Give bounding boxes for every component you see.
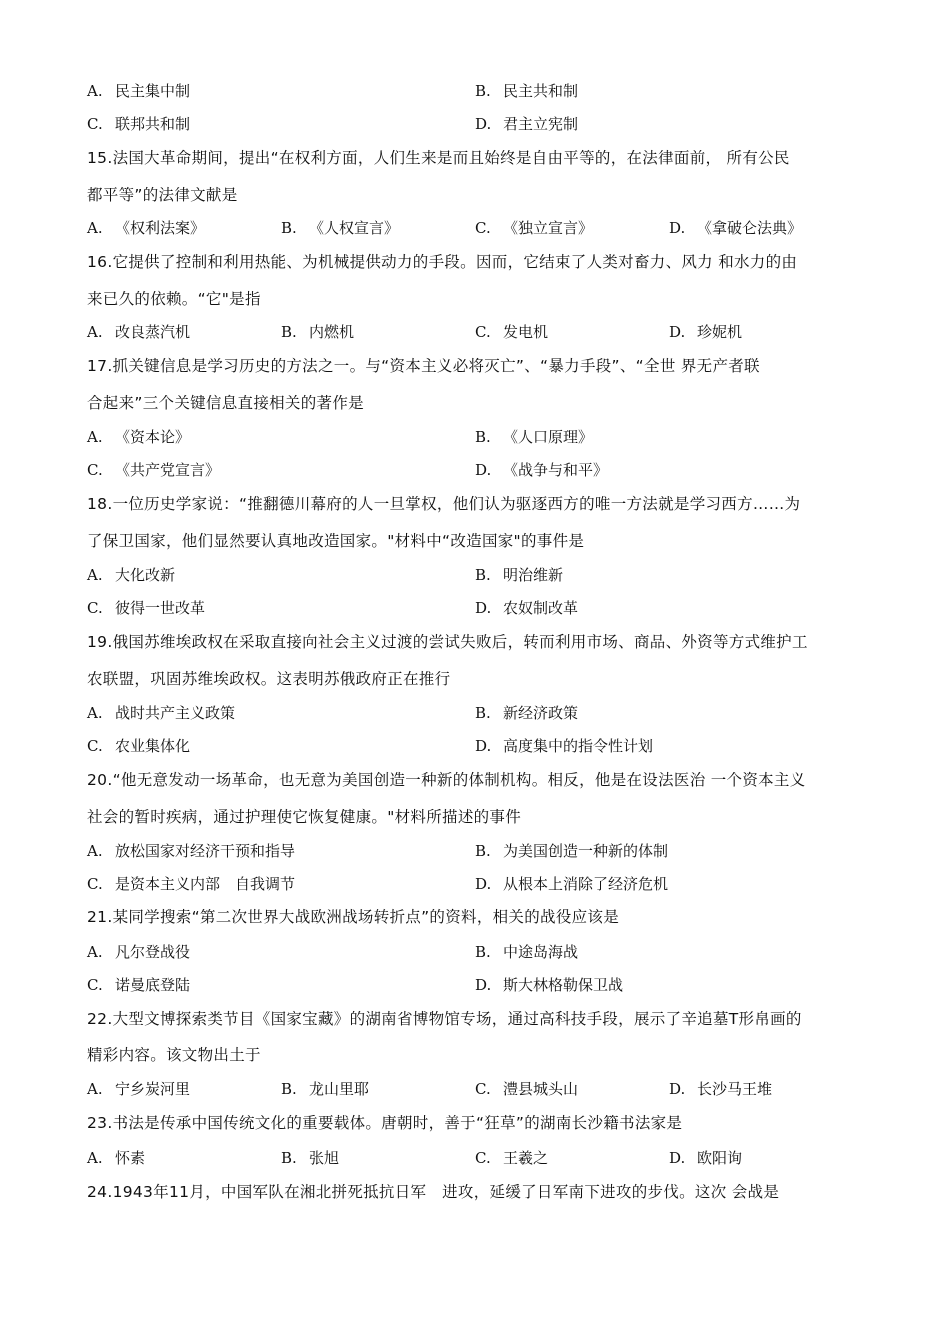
option-text: 发电机: [503, 323, 549, 341]
option-a: [87, 841, 295, 861]
option-d: [475, 460, 608, 480]
option-letter: A.: [87, 1080, 103, 1098]
option-text: 王羲之: [503, 1149, 549, 1167]
option-letter: A.: [87, 219, 103, 237]
option-b: [281, 1079, 369, 1099]
option-letter: D.: [475, 115, 492, 133]
option-text: 诺曼底登陆: [115, 976, 191, 994]
option-text: 放松国家对经济干预和指导: [115, 842, 296, 860]
question-text: 一位历史学家说：“推翻德川幕府的人一旦掌权，他们认为驱逐西方的唯一方法就是学习西方……为: [112, 495, 801, 513]
option-text: 新经济政策: [503, 704, 579, 722]
option-b: [475, 565, 563, 585]
question-23-line1: [87, 1113, 682, 1133]
option-letter: D.: [475, 875, 492, 893]
option-text: 宁乡炭河里: [115, 1080, 191, 1098]
question-18-line1: [87, 494, 800, 514]
option-d: [669, 1148, 742, 1168]
question-21-line1: [87, 907, 619, 927]
option-text: 民主共和制: [503, 82, 579, 100]
option-d: [475, 114, 578, 134]
option-d: [669, 322, 742, 342]
question-text: 大型文博探索类节目《国家宝藏》的湖南省博物馆专场，通过高科技手段，展示了辛追墓T形帛画的: [112, 1010, 802, 1028]
option-letter: B.: [475, 82, 491, 100]
option-b: [475, 942, 578, 962]
option-text: 战时共产主义政策: [115, 704, 236, 722]
option-d: [475, 975, 623, 995]
option-letter: A.: [87, 842, 103, 860]
question-22-line2: 精彩内容。该文物出土于: [87, 1046, 261, 1064]
question-text: “他无意发动一场革命，也无意为美国创造一种新的体制机构。相反，他是在设法医治 一个资本主义: [112, 771, 806, 789]
option-letter: D.: [475, 737, 492, 755]
option-text: 《权利法案》: [115, 219, 206, 237]
option-letter: A.: [87, 1149, 103, 1167]
option-letter: C.: [475, 1080, 491, 1098]
option-a: [87, 565, 175, 585]
option-d: [475, 736, 653, 756]
option-letter: C.: [87, 875, 103, 893]
option-letter: A.: [87, 82, 103, 100]
option-text: 《共产党宣言》: [115, 461, 221, 479]
question-text: 书法是传承中国传统文化的重要载体。唐朝时，善于“狂草”的湖南长沙籍书法家是: [112, 1114, 683, 1132]
option-text: 欧阳询: [697, 1149, 743, 1167]
option-text: 明治维新: [503, 566, 564, 584]
option-text: 龙山里耶: [309, 1080, 370, 1098]
option-letter: B.: [475, 842, 491, 860]
option-text: 为美国创造一种新的体制: [503, 842, 669, 860]
option-text: 《战争与和平》: [503, 461, 609, 479]
question-text: 某同学搜索“第二次世界大战欧洲战场转折点”的资料，相关的战役应该是: [112, 908, 620, 926]
question-17-line2: 合起来”三个关键信息直接相关的著作是: [87, 394, 364, 412]
question-20-line1: [87, 770, 806, 790]
option-text: 《人权宣言》: [309, 219, 400, 237]
question-19-line1: [87, 632, 808, 652]
option-text: 珍妮机: [697, 323, 743, 341]
option-text: 农奴制改革: [503, 599, 579, 617]
option-text: 张旭: [309, 1149, 340, 1167]
option-text: 高度集中的指令性计划: [503, 737, 654, 755]
option-letter: C.: [87, 115, 103, 133]
option-letter: C.: [475, 323, 491, 341]
question-number: 23.: [87, 1114, 113, 1132]
option-c: [475, 1079, 578, 1099]
question-number: 24.: [87, 1183, 113, 1201]
option-letter: D.: [475, 976, 492, 994]
option-d: [475, 598, 578, 618]
option-letter: D.: [669, 323, 686, 341]
option-letter: B.: [281, 1080, 297, 1098]
option-text: 农业集体化: [115, 737, 191, 755]
question-number: 16.: [87, 253, 113, 271]
question-15-line2: 都平等”的法律文献是: [87, 186, 238, 204]
option-c: [475, 1148, 548, 1168]
option-letter: D.: [475, 599, 492, 617]
option-letter: B.: [281, 323, 297, 341]
question-15-line1: [87, 148, 790, 168]
option-letter: A.: [87, 704, 103, 722]
option-letter: B.: [281, 1149, 297, 1167]
option-d: [475, 874, 668, 894]
question-16-line1: [87, 252, 797, 272]
option-letter: D.: [669, 1149, 686, 1167]
option-d: [669, 1079, 772, 1099]
option-letter: B.: [281, 219, 297, 237]
option-text: 是资本主义内部 自我调节: [115, 875, 296, 893]
option-text: 中途岛海战: [503, 943, 579, 961]
option-text: 改良蒸汽机: [115, 323, 191, 341]
question-number: 20.: [87, 771, 113, 789]
option-letter: C.: [87, 599, 103, 617]
option-text: 《人口原理》: [503, 428, 594, 446]
option-letter: A.: [87, 566, 103, 584]
question-18-line2: 了保卫国家，他们显然要认真地改造国家。"材料中“改造国家"的事件是: [87, 532, 585, 550]
option-b: [475, 841, 668, 861]
option-b: [281, 218, 399, 238]
option-letter: B.: [475, 566, 491, 584]
option-b: [475, 81, 578, 101]
question-16-line2: 来已久的依赖。“它"是指: [87, 290, 261, 308]
option-text: 凡尔登战役: [115, 943, 191, 961]
option-a: [87, 1079, 190, 1099]
option-letter: C.: [87, 976, 103, 994]
option-a: [87, 218, 205, 238]
option-a: [87, 703, 235, 723]
question-text: 法国大革命期间，提出“在权利方面，人们生来是而且始终是自由平等的，在法律面前， 所有公民: [112, 149, 790, 167]
option-letter: C.: [87, 737, 103, 755]
option-letter: A.: [87, 428, 103, 446]
option-letter: D.: [669, 219, 686, 237]
option-letter: C.: [475, 219, 491, 237]
option-text: 民主集中制: [115, 82, 191, 100]
option-letter: C.: [475, 1149, 491, 1167]
option-a: [87, 427, 190, 447]
option-a: [87, 322, 190, 342]
option-b: [475, 703, 578, 723]
option-text: 彼得一世改革: [115, 599, 206, 617]
question-number: 21.: [87, 908, 113, 926]
option-letter: C.: [87, 461, 103, 479]
option-c: [87, 598, 205, 618]
option-a: [87, 81, 190, 101]
option-c: [87, 736, 190, 756]
option-text: 《资本论》: [115, 428, 191, 446]
question-number: 15.: [87, 149, 113, 167]
option-text: 从根本上消除了经济危机: [503, 875, 669, 893]
option-text: 联邦共和制: [115, 115, 191, 133]
option-letter: D.: [669, 1080, 686, 1098]
question-17-line1: [87, 356, 760, 376]
question-24-line1: [87, 1182, 779, 1202]
option-text: 长沙马王堆: [697, 1080, 773, 1098]
option-b: [281, 322, 354, 342]
question-number: 19.: [87, 633, 113, 651]
question-text: 它提供了控制和利用热能、为机械提供动力的手段。因而，它结束了人类对畜力、风力 和水力的由: [112, 253, 798, 271]
option-c: [87, 975, 190, 995]
question-number: 22.: [87, 1010, 113, 1028]
question-number: 18.: [87, 495, 113, 513]
option-text: 《独立宣言》: [503, 219, 594, 237]
question-19-line2: 农联盟，巩固苏维埃政权。这表明苏俄政府正在推行: [87, 670, 451, 688]
option-text: 澧县城头山: [503, 1080, 579, 1098]
option-letter: A.: [87, 943, 103, 961]
option-letter: B.: [475, 704, 491, 722]
option-c: [475, 218, 593, 238]
option-text: 《拿破仑法典》: [697, 219, 803, 237]
question-number: 17.: [87, 357, 113, 375]
option-b: [475, 427, 593, 447]
question-text: 俄国苏维埃政权在采取直接向社会主义过渡的尝试失败后，转而利用市场、商品、外资等方式维护工: [112, 633, 808, 651]
option-d: [669, 218, 802, 238]
option-a: [87, 1148, 145, 1168]
option-c: [87, 114, 190, 134]
option-letter: A.: [87, 323, 103, 341]
option-text: 大化改新: [115, 566, 176, 584]
option-letter: B.: [475, 943, 491, 961]
option-text: 内燃机: [309, 323, 355, 341]
question-22-line1: [87, 1009, 802, 1029]
option-text: 君主立宪制: [503, 115, 579, 133]
option-b: [281, 1148, 339, 1168]
option-letter: D.: [475, 461, 492, 479]
option-text: 斯大林格勒保卫战: [503, 976, 624, 994]
option-c: [87, 874, 295, 894]
option-letter: B.: [475, 428, 491, 446]
question-text: 抓关键信息是学习历史的方法之一。与“资本主义必将灭亡”、“暴力手段”、“全世 界无产者联: [112, 357, 760, 375]
question-20-line2: 社会的暂时疾病，通过护理使它恢复健康。"材料所描述的事件: [87, 808, 522, 826]
option-c: [87, 460, 220, 480]
option-a: [87, 942, 190, 962]
option-c: [475, 322, 548, 342]
option-text: 怀素: [115, 1149, 146, 1167]
question-text: 1943年11月，中国军队在湘北拼死抵抗日军 进攻，延缓了日军南下进攻的步伐。这次 会战是: [112, 1183, 780, 1201]
